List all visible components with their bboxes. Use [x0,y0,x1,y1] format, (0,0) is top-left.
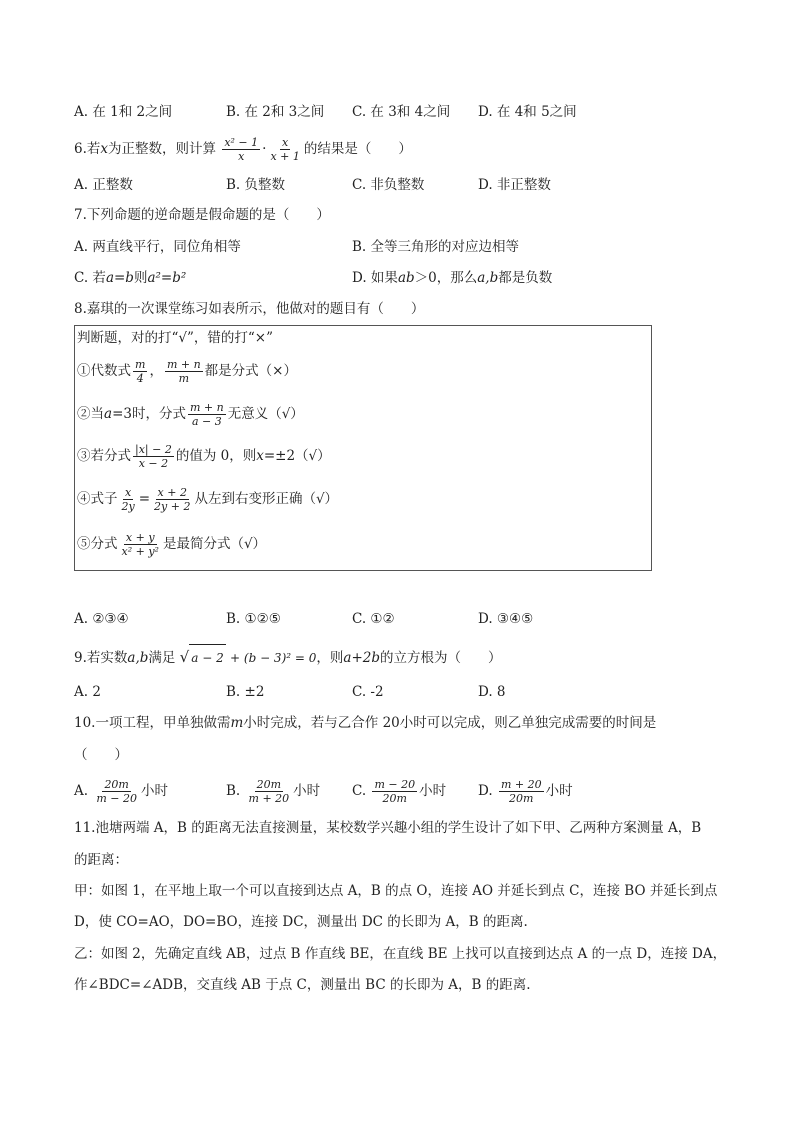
q8-r1-frac-2 [165,358,203,385]
q6-stem [74,136,412,163]
q7-c-pre: C. 若 [74,270,106,286]
q11-line-3: 甲：如图 1，在平地上取一个可以直接到达点 A，B 的点 O，连接 AO 并延长到点 C，连接 BO 并延长到点 [74,883,718,899]
q10-option-b [226,774,320,808]
q7-d-math2: a,b [477,270,499,286]
q8-option-a: A. ②③④ [74,611,129,627]
q7-d-pre: D. 如果 [352,270,398,286]
q10-option-a [74,774,168,808]
q8-r4-f1-num: x [125,486,132,499]
q8-r1-f1-num: m [135,358,146,371]
q10-stem [74,713,656,733]
q9-option-d: D. 8 [478,684,506,700]
q9-expr: a+2b [343,650,380,666]
q6-option-a: A. 正整数 [74,177,133,193]
q9-option-a: A. 2 [74,684,101,700]
q8-box-title: 判断题，对的打“√”，错的打“×” [77,330,274,346]
q8-r1-f1-den: 4 [136,372,144,385]
q8-r3-mid: 的值为 0，则 [175,448,257,464]
q7-c-math2: a²=b² [147,270,187,286]
q8-r4-frac-2 [152,486,192,513]
q6-suffix: 的结果是（ ） [303,141,412,157]
q5-option-c: C. 在 3和 4之间 [352,104,451,120]
q8-row-2 [77,400,304,428]
q6-fraction-1 [222,136,260,163]
q7-c-math: a=b [105,270,134,286]
q8-r2-math: a [104,406,113,422]
q10-b-num: 20m [256,778,282,791]
q8-r1-f2-den: m [178,372,190,385]
q7-d-mid: ＞0，那么 [414,270,478,286]
q8-r5-f-num: x + y [125,531,155,544]
q10-c-unit: 小时 [419,783,447,799]
q7-option-c [74,268,186,288]
q8-r2-mid: =3时，分式 [112,406,186,422]
q6-frac1-num: x² − 1 [224,136,259,149]
q10-paren: （ ） [74,747,128,763]
q8-judgement-table [74,325,652,571]
q10-d-label: D. [478,783,493,799]
q10-b-frac [247,778,292,805]
q10-a-num: 20m [104,778,129,791]
q8-r1-frac-1 [133,358,147,385]
q10-a-unit: 小时 [140,783,168,799]
q8-r5-suf: 是最简分式（√） [162,536,267,552]
q6-frac2-den: x + 1 [270,150,300,163]
q10-d-den: 20m [509,792,534,805]
q10-d-num: m + 20 [500,778,542,791]
q8-r2-suf: 无意义（√） [227,406,304,422]
q6-dot: · [262,141,267,157]
q5-option-a: A. 在 1和 2之间 [74,104,173,120]
q8-option-d: D. ③④⑤ [478,611,534,627]
q8-r4-f1-den: 2y [121,500,135,513]
q7-option-b: B. 全等三角形的对应边相等 [352,239,520,255]
q8-r3-f-den: x − 2 [138,457,169,470]
q8-r4-f2-num: x + 2 [157,486,187,499]
q10-a-frac [94,778,139,805]
q8-row-3 [77,442,331,470]
q7-d-suf: 都是负数 [498,270,553,286]
q10-stem-suf: 小时完成，若与乙合作 20小时可以完成，则乙单独完成需要的时间是 [243,715,657,731]
q10-option-d [478,774,573,808]
q7-option-d [352,268,552,288]
q10-b-den: m + 20 [248,792,290,805]
q10-b-label: B. [226,783,241,799]
q7-c-mid: 则 [133,270,148,286]
q8-r4-eq: = [138,491,151,507]
q8-option-b: B. ①②⑤ [226,611,281,627]
q8-r3-frac [133,443,174,470]
q8-row-4 [77,485,338,513]
q8-r4-frac-1 [120,486,137,513]
q11-line-1: 11.池塘两端 A，B 的距离无法直接测量，某校数学兴趣小组的学生设计了如下甲、乙两种方案测量 A，B [74,820,702,836]
q9-stem [74,644,501,671]
q7-d-math: ab [397,270,415,286]
q10-a-den: m − 20 [96,792,137,805]
q10-b-unit: 小时 [293,783,321,799]
q8-r2-f-num: m + n [189,401,224,414]
q9-option-c: C. -2 [352,684,384,700]
q8-r1-suf: 都是分式（×） [204,363,297,379]
q6-frac2-num: x [282,136,289,149]
q8-r2-pre: ②当 [77,406,104,422]
q5-option-b: B. 在 2和 3之间 [226,104,325,120]
q10-d-unit: 小时 [545,783,573,799]
q10-c-label: C. [352,783,367,799]
q6-option-b: B. 负整数 [226,177,286,193]
q8-r5-f-den: x² + y² [121,545,159,558]
q10-option-c [352,774,446,808]
q8-r4-pre: ④式子 [77,491,118,507]
q9-pre: 9.若实数 [74,650,128,666]
q11-line-4: D，使 CO=AO，DO=BO，连接 DC，测量出 DC 的长即为 A，B 的距离. [74,914,528,930]
q6-var: x [100,141,109,157]
q11-line-2: 的距离： [74,852,128,868]
q11-line-6: 作∠BDC=∠ADB，交直线 AB 于点 C，测量出 BC 的长即为 A，B 的距离. [74,977,531,993]
q6-option-c: C. 非负整数 [352,177,425,193]
q11-line-5: 乙：如图 2，先确定直线 AB，过点 B 作直线 BE，在直线 BE 上找可以直接到达点 A 的一点 D，连接 DA， [74,946,727,962]
q8-r1-comma: ， [149,363,163,379]
q9-mid2: ，则 [316,650,344,666]
q8-r1-f2-num: m + n [166,358,201,371]
q9-vars: a,b [127,650,149,666]
q10-c-num: m − 20 [374,778,416,791]
q9-rest: + (b − 3)² = 0 [230,651,317,665]
q10-c-frac [372,778,417,805]
q8-r5-pre: ⑤分式 [77,536,118,552]
q8-row-1 [77,357,297,385]
q8-r2-frac [188,401,226,428]
q10-d-frac [499,778,544,805]
q6-mid: 为正整数，则计算 [108,141,217,157]
q8-r3-math: x [256,448,264,464]
q9-option-b: B. ±2 [226,684,265,700]
q7-option-a: A. 两直线平行，同位角相等 [74,239,241,255]
q8-r4-suf: 从左到右变形正确（√） [194,491,339,507]
q6-option-d: D. 非正整数 [478,177,551,193]
q5-option-d: D. 在 4和 5之间 [478,104,577,120]
q6-fraction-2 [268,136,301,163]
q8-r4-f2-den: 2y + 2 [154,500,191,513]
q8-r5-frac [120,531,161,558]
sqrt-icon: √ [179,648,190,666]
q7-stem: 7.下列命题的逆命题是假命题的是（ ） [74,207,330,223]
q8-r3-f-num: |x| − 2 [135,443,172,456]
q10-c-den: 20m [382,792,407,805]
q10-stem-var: m [230,715,244,731]
q8-r1-pre: ①代数式 [77,363,131,379]
q9-sqrt-body: a − 2 [189,644,225,671]
q8-stem: 8.嘉琪的一次课堂练习如表所示，他做对的题目有（ ） [74,301,425,317]
q8-r3-suf: =±2（√） [263,448,331,464]
q8-r2-f-den: a − 3 [191,415,222,428]
q8-option-c: C. ①② [352,611,395,627]
q6-frac1-den: x [238,150,245,163]
q8-r3-pre: ③若分式 [77,448,131,464]
q10-stem-pre: 10.一项工程，甲单独做需 [74,715,231,731]
q6-prefix: 6.若 [74,141,101,157]
q9-mid: 满足 [148,650,176,666]
q9-suffix: 的立方根为（ ） [379,650,502,666]
q10-a-label: A. [74,783,89,799]
q8-row-5 [77,530,266,558]
